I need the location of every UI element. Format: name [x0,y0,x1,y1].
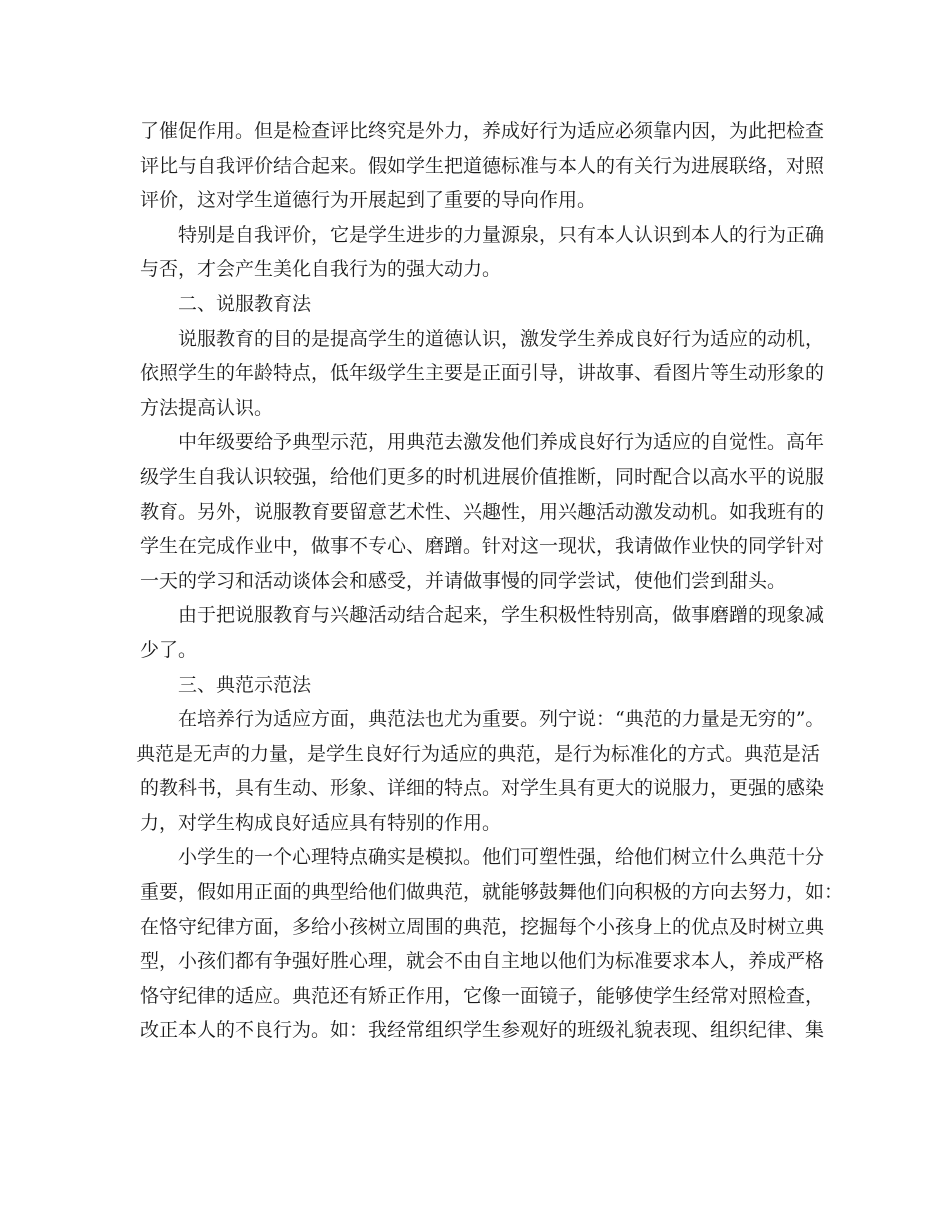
section-heading-3: 三、典范示范法 [178,673,312,696]
text-line-10: 中年级要给予典型示范，用典范去激发他们养成良好行为适应的自觉性。高年 [178,431,825,454]
text-line-11: 级学生自我认识较强，给他们更多的时机进展价值推断，同时配合以高水平的说服 [140,465,825,488]
text-line-1: 了催促作用。但是检查评比终究是外力，养成好行为适应必须靠内因，为此把检查 [140,120,825,142]
text-line-16: 少了。 [140,638,198,661]
text-line-24: 在恪守纪律方面，多给小孩树立周围的典范，挖掘每个小孩身上的优点及时树立典 [140,915,825,938]
section-heading-2: 二、说服教育法 [178,292,312,315]
text-line-23: 重要，假如用正面的典型给他们做典范，就能够鼓舞他们向积极的方向去努力，如： [140,881,844,904]
text-line-25: 型，小孩们都有争强好胜心理，就会不由自主地以他们为标准要求本人，养成严格 [140,950,825,973]
text-line-20: 的教科书，具有生动、形象、详细的特点。对学生具有更大的说服力，更强的感染 [140,777,825,800]
text-line-9: 方法提高认识。 [140,396,274,419]
body-text [136,114,844,1048]
text-line-14: 一天的学习和活动谈体会和感受，并请做事慢的同学尝试，使他们尝到甜头。 [140,569,787,592]
text-line-3: 评价，这对学生道德行为开展起到了重要的导向作用。 [140,189,597,212]
text-line-26: 恪守纪律的适应。典范还有矫正作用，它像一面镜子，能够使学生经常对照检查， [140,984,825,1007]
text-line-15: 由于把说服教育与兴趣活动结合起来，学生积极性特别高，做事磨蹭的现象减 [178,604,825,627]
text-line-27: 改正本人的不良行为。如：我经常组织学生参观好的班级礼貌表现、组织纪律、集 [140,1019,825,1042]
text-line-18: 在培养行为适应方面，典范法也尤为重要。列宁说：“典范的力量是无穷的”。 [178,708,825,731]
text-line-4: 特别是自我评价，它是学生进步的力量源泉，只有本人认识到本人的行为正确 [178,223,825,246]
text-line-13: 学生在完成作业中，做事不专心、磨蹭。针对这一现状，我请做作业快的同学针对 [140,535,825,558]
text-line-8: 依照学生的年龄特点，低年级学生主要是正面引导，讲故事、看图片等生动形象的 [140,362,825,385]
text-line-12: 教育。另外，说服教育要留意艺术性、兴趣性，用兴趣活动激发动机。如我班有的 [140,500,825,523]
text-line-21: 力，对学生构成良好适应具有特别的作用。 [140,811,502,834]
text-line-2: 评比与自我评价结合起来。假如学生把道德标准与本人的有关行为进展联络，对照 [140,154,825,177]
text-line-19: 典范是无声的力量，是学生良好行为适应的典范，是行为标准化的方式。典范是活 [136,742,821,765]
text-line-22: 小学生的一个心理特点确实是模拟。他们可塑性强，给他们树立什么典范十分 [178,846,825,869]
text-line-5: 与否，才会产生美化自我行为的强大动力。 [140,258,502,281]
text-line-7: 说服教育的目的是提高学生的道德认识，激发学生养成良好行为适应的动机， [178,327,825,350]
